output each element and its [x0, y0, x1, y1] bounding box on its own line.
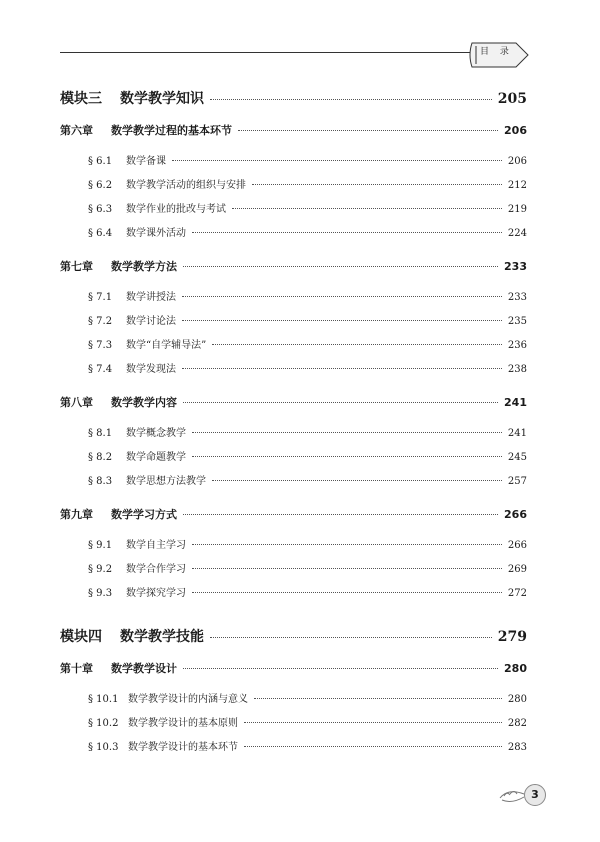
toc-label: § 7.2	[88, 316, 113, 327]
toc-label: § 8.2	[88, 452, 113, 463]
toc-leader	[183, 514, 498, 515]
toc-title: 数学学习方式	[111, 508, 177, 521]
toc-title: 数学讲授法	[126, 292, 176, 303]
toc-title: 数学作业的批改与考试	[126, 204, 226, 215]
toc-title: 数学思想方法教学	[126, 476, 206, 487]
toc-section-10-3[interactable]	[60, 738, 527, 753]
toc-leader	[182, 320, 502, 321]
page-footer	[498, 780, 550, 810]
toc-section-7-3[interactable]	[60, 336, 527, 351]
toc-section-8-3[interactable]	[60, 472, 527, 487]
toc-page: 212	[507, 180, 527, 191]
header-tab	[466, 40, 518, 64]
header-rule	[60, 52, 478, 53]
toc-title: 数学命题教学	[126, 452, 186, 463]
toc-page: 206	[507, 156, 527, 167]
toc-section-10-2[interactable]	[60, 714, 527, 729]
toc-leader	[183, 402, 498, 403]
toc-title: 数学教学设计的内涵与意义	[128, 694, 248, 705]
toc-label: 第十章	[60, 662, 93, 675]
toc-leader	[192, 568, 502, 569]
toc-label: § 6.1	[88, 156, 113, 167]
toc-page: 266	[507, 540, 527, 551]
toc-page: 241	[507, 428, 527, 439]
toc-label: 第七章	[60, 260, 93, 273]
toc-section-7-1[interactable]	[60, 288, 527, 303]
toc-chapter-6[interactable]	[60, 122, 527, 138]
toc-leader	[172, 160, 502, 161]
toc-title: 数学教学内容	[111, 396, 177, 409]
toc-label: § 6.4	[88, 228, 113, 239]
toc-title: 数学发现法	[126, 364, 176, 375]
toc-label: § 6.2	[88, 180, 113, 191]
toc-leader	[244, 722, 502, 723]
toc-chapter-10[interactable]	[60, 660, 527, 676]
toc-section-7-2[interactable]	[60, 312, 527, 327]
toc-leader	[192, 432, 502, 433]
toc-chapter-9[interactable]	[60, 506, 527, 522]
toc-title: 数学概念教学	[126, 428, 186, 439]
toc-page: 266	[504, 508, 527, 521]
toc-page: 280	[504, 662, 527, 675]
toc-page: 206	[504, 124, 527, 137]
toc-leader	[254, 698, 502, 699]
toc-section-6-1[interactable]	[60, 152, 527, 167]
toc-leader	[210, 99, 492, 100]
toc-title: 数学教学设计	[111, 662, 177, 675]
toc-page: 233	[504, 260, 527, 273]
toc-page: 269	[507, 564, 527, 575]
toc-section-9-1[interactable]	[60, 536, 527, 551]
toc-page: 280	[507, 694, 527, 705]
toc-page: 272	[507, 588, 527, 599]
toc-section-8-2[interactable]	[60, 448, 527, 463]
toc-leader	[232, 208, 502, 209]
toc-title: 数学课外活动	[126, 228, 186, 239]
toc-section-10-1[interactable]	[60, 690, 527, 705]
toc-page: 224	[507, 228, 527, 239]
toc-leader	[252, 184, 502, 185]
toc-leader	[183, 668, 498, 669]
toc-leader	[244, 746, 502, 747]
toc-section-9-3[interactable]	[60, 584, 527, 599]
toc-title: 数学教学活动的组织与安排	[126, 180, 246, 191]
toc-page: 219	[507, 204, 527, 215]
toc-section-6-2[interactable]	[60, 176, 527, 191]
toc-page: 241	[504, 396, 527, 409]
toc-title: 数学教学技能	[120, 629, 204, 645]
toc-chapter-8[interactable]	[60, 394, 527, 410]
toc-title: 数学自主学习	[126, 540, 186, 551]
toc-page: 279	[497, 629, 527, 645]
toc-leader	[192, 456, 502, 457]
toc-page: 238	[507, 364, 527, 375]
toc-label: § 7.1	[88, 292, 113, 303]
toc-section-6-4[interactable]	[60, 224, 527, 239]
toc-title: 数学备课	[126, 156, 166, 167]
toc-title: 数学讨论法	[126, 316, 176, 327]
toc-chapter-7[interactable]	[60, 258, 527, 274]
toc-title: 数学教学设计的基本原则	[128, 718, 238, 729]
toc-page: 245	[507, 452, 527, 463]
toc-section-9-2[interactable]	[60, 560, 527, 575]
toc-label: § 7.3	[88, 340, 113, 351]
toc-page: 236	[507, 340, 527, 351]
toc-leader	[182, 368, 502, 369]
toc-label: § 8.1	[88, 428, 113, 439]
toc-label: § 10.2	[88, 718, 119, 729]
toc-title: 数学探究学习	[126, 588, 186, 599]
toc-leader	[212, 344, 502, 345]
toc-title: 数学教学知识	[120, 91, 204, 107]
toc-leader	[192, 592, 502, 593]
toc-page: 233	[507, 292, 527, 303]
toc-label: § 10.1	[88, 694, 119, 705]
toc-page: 282	[507, 718, 527, 729]
toc-leader	[210, 637, 492, 638]
toc-title: 数学合作学习	[126, 564, 186, 575]
toc-label: § 10.3	[88, 742, 119, 753]
page-number: 3	[524, 784, 546, 806]
toc-label: § 7.4	[88, 364, 113, 375]
toc-title: 数学教学过程的基本环节	[111, 124, 232, 137]
toc-title: 数学教学方法	[111, 260, 177, 273]
toc-leader	[238, 130, 498, 131]
toc-section-6-3[interactable]	[60, 200, 527, 215]
toc-label: § 6.3	[88, 204, 113, 215]
toc-page: 257	[507, 476, 527, 487]
toc-label: 第八章	[60, 396, 93, 409]
header-tab-label: 目 录	[480, 47, 513, 57]
toc-label: 模块三	[60, 91, 102, 107]
toc-page: 205	[497, 91, 527, 107]
toc-title: 数学教学设计的基本环节	[128, 742, 238, 753]
toc-label: 模块四	[60, 629, 102, 645]
toc-section-8-1[interactable]	[60, 424, 527, 439]
toc-label: § 9.2	[88, 564, 113, 575]
toc-page: 283	[507, 742, 527, 753]
toc-leader	[182, 296, 502, 297]
toc-label: § 9.1	[88, 540, 113, 551]
toc-label: § 8.3	[88, 476, 113, 487]
toc-module-4[interactable]	[60, 626, 527, 646]
toc-module-3[interactable]	[60, 88, 527, 108]
toc-section-7-4[interactable]	[60, 360, 527, 375]
toc-leader	[192, 544, 502, 545]
toc-page: 235	[507, 316, 527, 327]
toc-leader	[212, 480, 502, 481]
toc-label: 第九章	[60, 508, 93, 521]
toc-label: 第六章	[60, 124, 93, 137]
toc-label: § 9.3	[88, 588, 113, 599]
toc-leader	[192, 232, 502, 233]
toc-title: 数学“自学辅导法”	[126, 340, 207, 351]
toc-leader	[183, 266, 498, 267]
